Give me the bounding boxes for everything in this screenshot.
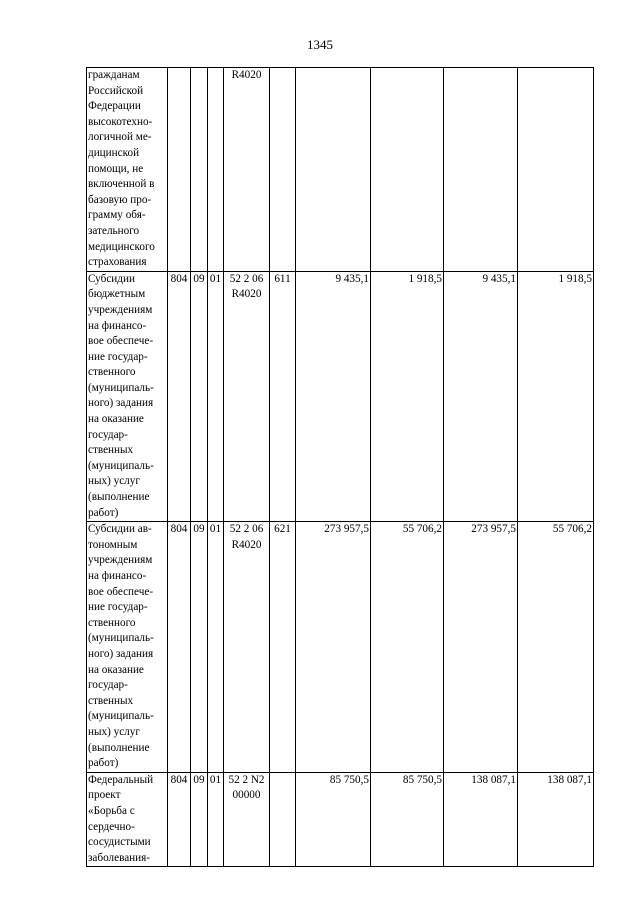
cell-amount-4: 138 087,1 [518,772,594,867]
cell-amount-2: 55 706,2 [371,522,444,773]
cell-amount-1: 273 957,5 [296,522,371,773]
cell-line: сосудистыми [88,836,151,849]
cell-line: ние государ- [88,601,148,614]
cell-amount-4: 55 706,2 [518,522,594,773]
cell-section: 09 [191,271,208,522]
cell-line: Российской [88,84,144,97]
cell-section: 09 [191,522,208,773]
cell-line: работ) [88,506,119,519]
cell-subsection [208,68,224,272]
cell-line: на финансо- [88,570,147,582]
cell-line: (выполнение [88,491,150,504]
cell-ministry: 804 [168,271,191,522]
cell-amount-3: 273 957,5 [444,522,518,773]
cell-amount-1: 85 750,5 [296,772,371,867]
table-row [87,772,594,867]
cell-line: 00000 [232,789,261,802]
cell-line: сердечно- [88,820,135,833]
cell-line: логичной ме- [88,131,152,144]
cell-subsection: 01 [208,271,224,522]
cell-subsection: 01 [208,772,224,867]
cell-line: Федеральный [88,773,154,786]
cell-section: 09 [191,772,208,867]
cell-line: дицинской [88,146,140,159]
cell-amount-4 [518,68,594,272]
cell-line: ние государ- [88,350,148,363]
cell-amount-1 [296,68,371,272]
cell-ministry [168,68,191,272]
cell-line: ственных [88,694,134,707]
cell-line: R4020 [231,538,262,551]
cell-line: (муниципаль- [88,459,154,472]
cell-line: проект [88,789,121,802]
budget-table [86,67,594,867]
cell-line: вое обеспече- [88,585,154,598]
cell-line: «Борьба с [88,804,135,817]
cell-line: грамму обя- [88,209,146,222]
table-row [87,68,594,272]
cell-line: (выполнение [88,741,150,754]
table-body [87,68,594,867]
cell-expense-type: 611 [270,271,296,522]
cell-line: государ- [88,679,128,692]
cell-ministry: 804 [168,772,191,867]
cell-expense-type: 621 [270,522,296,773]
cell-ministry: 804 [168,522,191,773]
cell-line: Субсидии ав- [88,523,152,536]
cell-amount-3: 9 435,1 [444,271,518,522]
cell-line: включенной в [88,178,155,191]
cell-line: 52 2 06 [229,272,264,285]
cell-line: вое обеспече- [88,335,154,348]
cell-amount-3: 138 087,1 [444,772,518,867]
cell-line: на оказание [88,413,144,426]
cell-line: базовую про- [88,193,152,206]
cell-target-article [224,271,270,522]
cell-line: на финансо- [88,319,147,332]
cell-line: ственного [88,366,136,379]
cell-line: ного) задания [88,647,154,660]
cell-line: Субсидии [88,272,135,285]
page-number: 1345 [307,37,333,52]
cell-line: ных) услуг [88,725,140,738]
cell-line: помощи, не [88,162,144,175]
cell-line: ного) задания [88,397,154,410]
cell-line: R4020 [231,288,262,301]
cell-target-article [224,68,270,272]
cell-line: учреждениям [88,303,153,316]
cell-name [87,68,168,272]
cell-line: государ- [88,428,128,441]
cell-expense-type [270,68,296,272]
cell-line: на оказание [88,663,144,676]
cell-line: страхования [88,256,147,269]
cell-line: (муниципаль- [88,710,154,723]
cell-line: учреждениям [88,554,153,567]
cell-amount-2: 1 918,5 [371,271,444,522]
cell-line: ственных [88,444,134,457]
cell-section [191,68,208,272]
cell-line: ных) услуг [88,475,140,488]
cell-amount-2 [371,68,444,272]
cell-line: зательного [88,224,140,237]
cell-line: R4020 [231,69,262,81]
cell-line: тономным [88,538,138,551]
cell-amount-2: 85 750,5 [371,772,444,867]
cell-line: (муниципаль- [88,381,154,394]
cell-line: высокотехно- [88,115,153,128]
cell-line: ственного [88,616,136,629]
cell-name [87,271,168,522]
cell-line: гражданам [88,69,140,81]
cell-line: бюджетным [88,288,146,301]
cell-line: медицинского [88,240,155,253]
cell-amount-3 [444,68,518,272]
cell-amount-4: 1 918,5 [518,271,594,522]
cell-line: 52 2 N2 [228,773,265,786]
cell-name [87,772,168,867]
cell-subsection: 01 [208,522,224,773]
cell-target-article [224,522,270,773]
cell-line: (муниципаль- [88,632,154,645]
cell-line: 52 2 06 [229,523,264,536]
cell-amount-1: 9 435,1 [296,271,371,522]
cell-line: работ) [88,757,119,770]
cell-expense-type [270,772,296,867]
cell-target-article [224,772,270,867]
cell-line: заболевания- [88,851,151,864]
table-row [87,522,594,773]
cell-name [87,522,168,773]
table-row [87,271,594,522]
cell-line: Федерации [88,100,141,113]
